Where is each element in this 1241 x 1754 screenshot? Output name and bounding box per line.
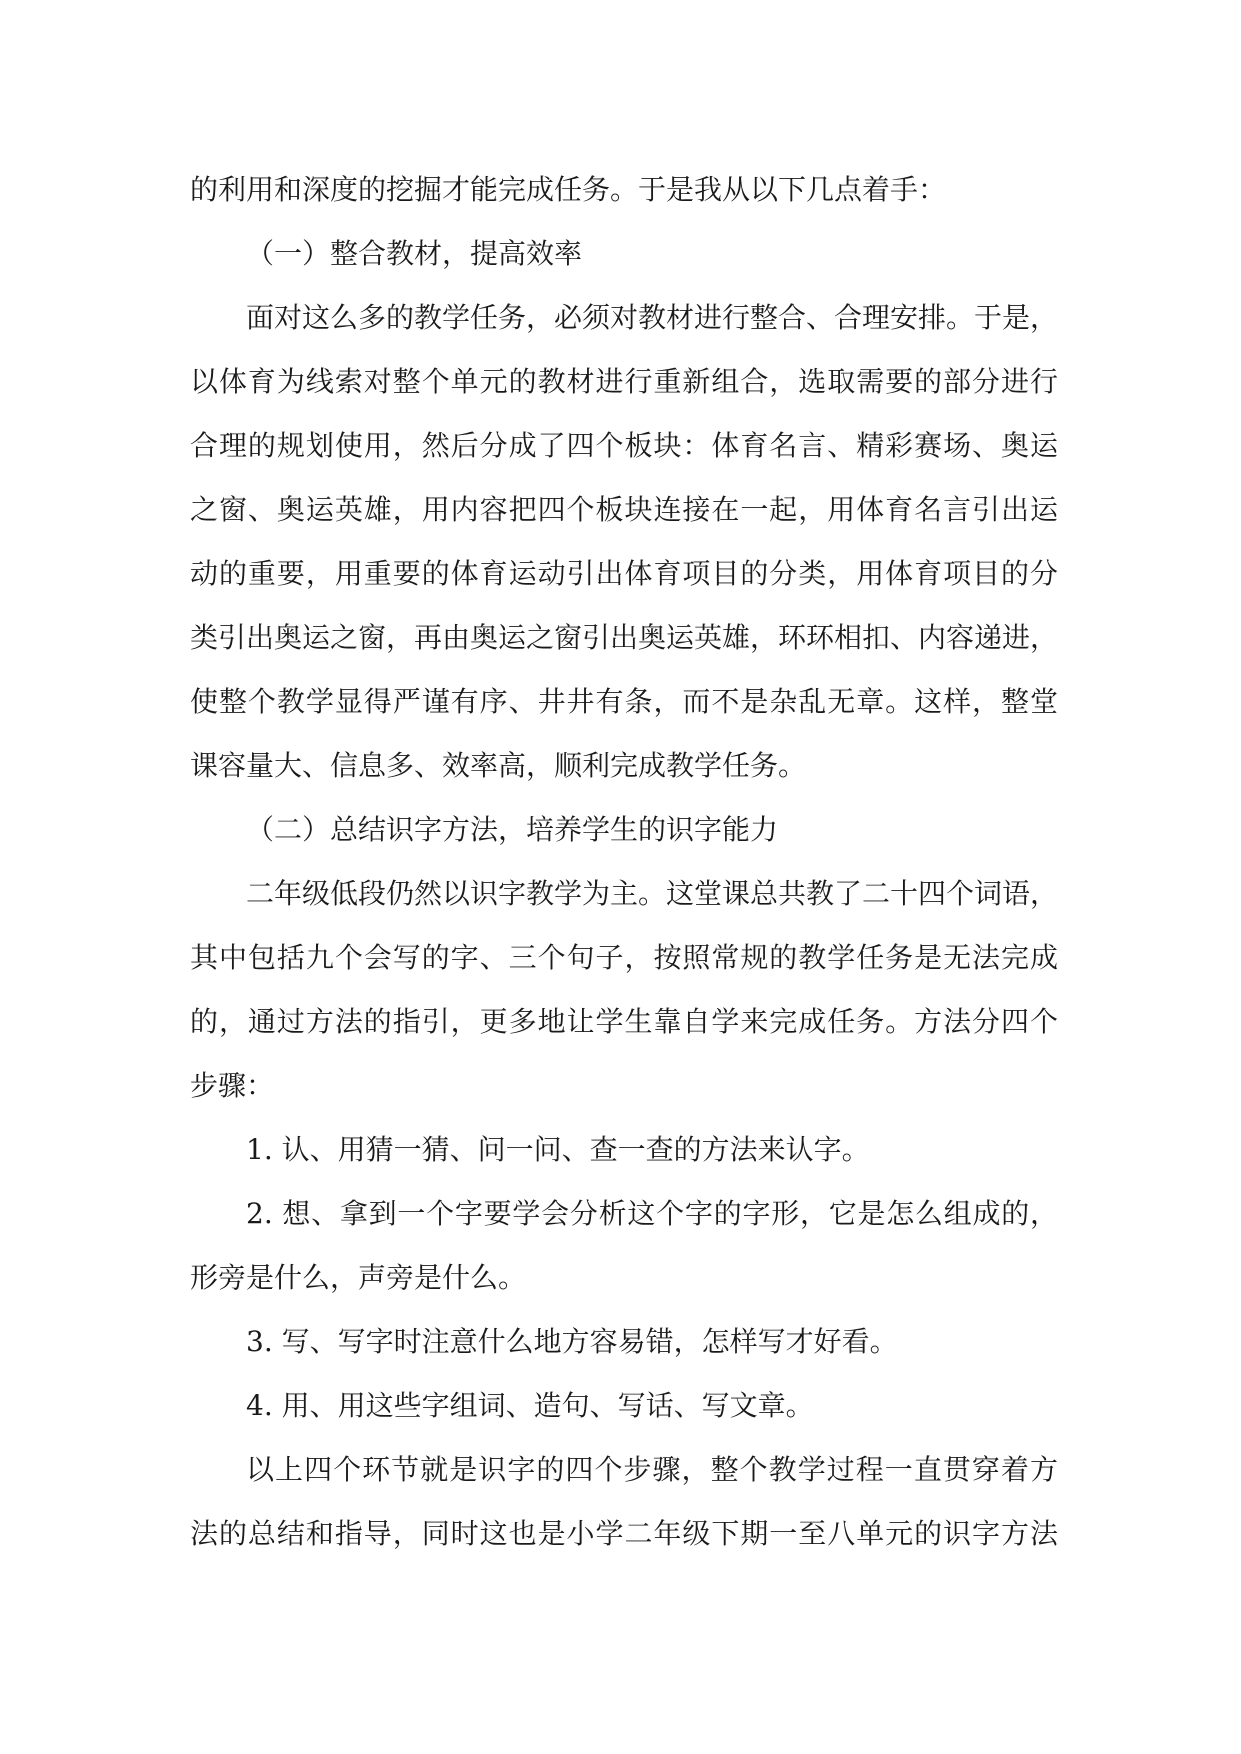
paragraph-line: 类引出奥运之窗，再由奥运之窗引出奥运英雄，环环相扣、内容递进， — [190, 621, 1059, 654]
list-item-1: 1. 认、用猜一猜、问一问、查一查的方法来认字。 — [246, 1133, 870, 1166]
list-item-2: 2. 想、拿到一个字要学会分析这个字的字形，它是怎么组成的， — [246, 1197, 1058, 1230]
paragraph-line: 的，通过方法的指引，更多地让学生靠自学来完成任务。方法分四个 — [190, 1005, 1058, 1038]
paragraph-line: 的利用和深度的挖掘才能完成任务。于是我从以下几点着手： — [190, 173, 947, 206]
paragraph-line: 面对这么多的教学任务，必须对教材进行整合、合理安排。于是， — [246, 301, 1059, 334]
paragraph-line: 使整个教学显得严谨有序、井井有条，而不是杂乱无章。这样，整堂 — [190, 685, 1058, 718]
paragraph-line: 其中包括九个会写的字、三个句子，按照常规的教学任务是无法完成 — [190, 941, 1058, 974]
paragraph-line: 二年级低段仍然以识字教学为主。这堂课总共教了二十四个词语， — [246, 877, 1059, 910]
paragraph-line: 法的总结和指导，同时这也是小学二年级下期一至八单元的识字方法 — [190, 1517, 1058, 1550]
list-item-4: 4. 用、用这些字组词、造句、写话、写文章。 — [246, 1389, 814, 1422]
paragraph-line: 之窗、奥运英雄，用内容把四个板块连接在一起，用体育名言引出运 — [190, 493, 1058, 526]
list-item-2-continued: 形旁是什么，声旁是什么。 — [190, 1261, 527, 1294]
section-heading-1: （一）整合教材，提高效率 — [246, 237, 583, 270]
paragraph-line: 以上四个环节就是识字的四个步骤，整个教学过程一直贯穿着方 — [246, 1453, 1058, 1486]
paragraph-line: 步骤： — [190, 1069, 275, 1102]
paragraph-line: 以体育为线索对整个单元的教材进行重新组合，选取需要的部分进行 — [190, 365, 1058, 398]
list-item-3: 3. 写、写字时注意什么地方容易错，怎样写才好看。 — [246, 1325, 898, 1358]
body-text — [190, 158, 1058, 1566]
paragraph-line: 动的重要，用重要的体育运动引出体育项目的分类，用体育项目的分 — [190, 557, 1058, 590]
paragraph-line: 合理的规划使用，然后分成了四个板块：体育名言、精彩赛场、奥运 — [190, 429, 1058, 462]
paragraph-line: 课容量大、信息多、效率高，顺利完成教学任务。 — [190, 749, 807, 782]
section-heading-2: （二）总结识字方法，培养学生的识字能力 — [246, 813, 779, 846]
